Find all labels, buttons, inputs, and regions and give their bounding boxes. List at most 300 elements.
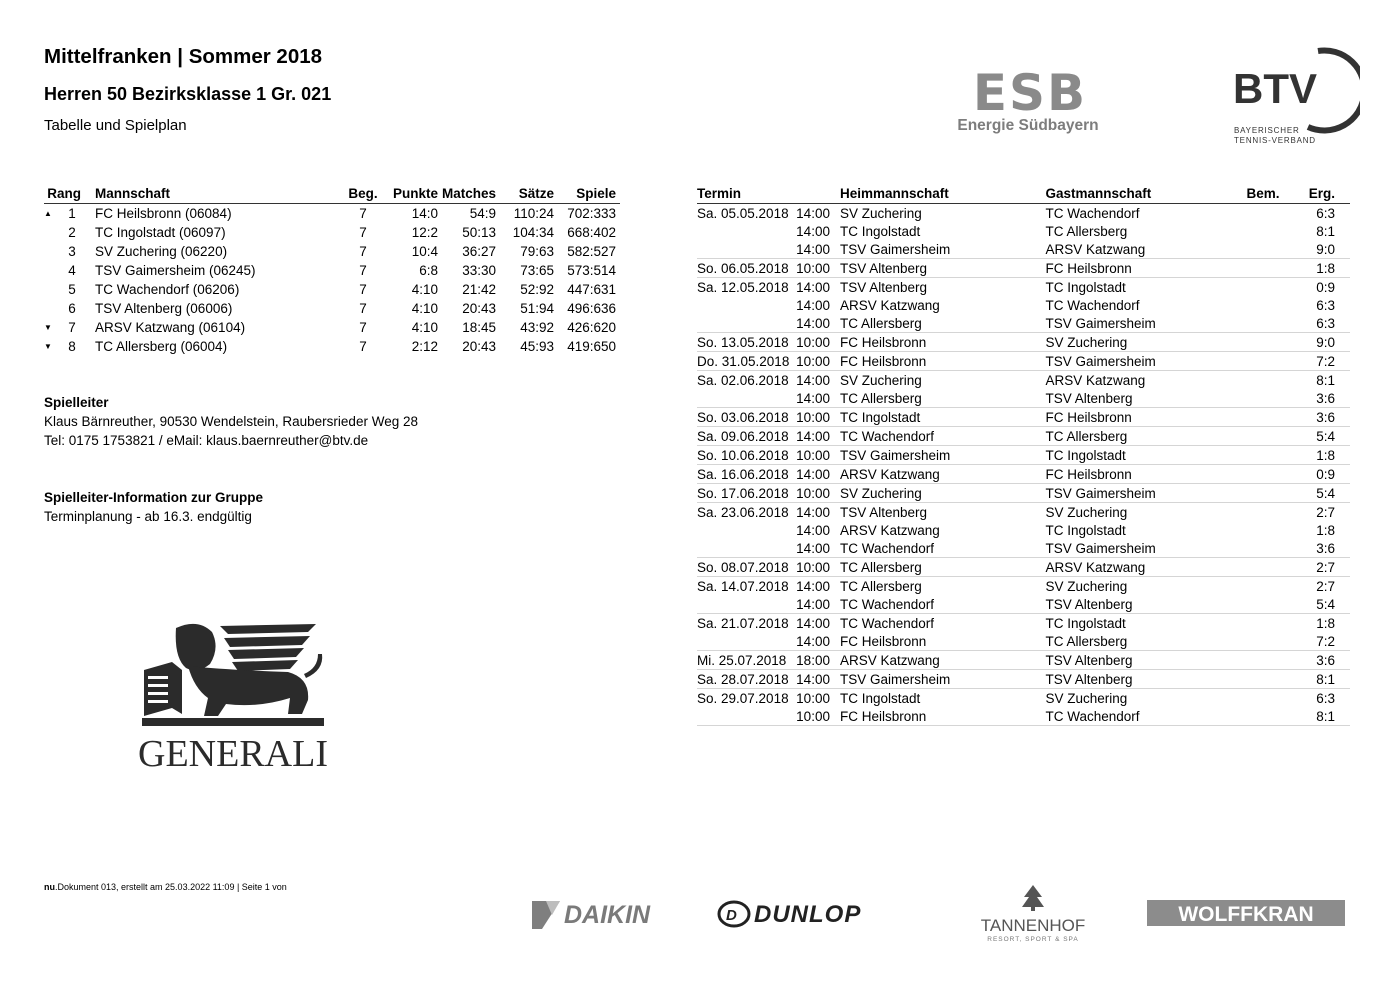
remark-cell [1231, 632, 1279, 651]
table-row [697, 240, 1350, 259]
table-row [697, 707, 1350, 726]
result-cell: 5:4 [1316, 596, 1335, 612]
relegation-arrow-icon: ▼ [44, 342, 52, 351]
games-cell: 702:333 [567, 206, 616, 221]
rank-cell: 5 [68, 282, 76, 297]
match-date-cell: Sa. 02.06.2018 [697, 371, 796, 390]
footer-text: .Dokument 013, erstellt am 25.03.2022 11:09 | Seite 1 von [55, 882, 287, 892]
table-row [697, 427, 1350, 446]
matches-cell: 36:27 [462, 244, 496, 259]
table-row [697, 352, 1350, 371]
table-row [697, 614, 1350, 633]
matches-cell: 54:9 [469, 206, 496, 221]
home-team-cell: TC Allersberg [830, 577, 1046, 596]
table-row [697, 632, 1350, 651]
home-team-cell: TC Wachendorf [839, 596, 935, 612]
remark-cell [1231, 446, 1279, 465]
matches-cell: 18:45 [462, 320, 496, 335]
home-team-cell: TC Allersberg [839, 315, 922, 331]
dunlop-logo [716, 893, 926, 933]
result-cell: 1:8 [1280, 259, 1351, 278]
away-team-cell: TSV Altenberg [1045, 596, 1133, 612]
match-date-cell: Sa. 16.06.2018 [697, 465, 796, 484]
table-row [697, 577, 1350, 596]
result-cell: 9:0 [1316, 241, 1335, 257]
col-saetze: Sätze [496, 184, 554, 204]
result-cell: 7:2 [1280, 352, 1351, 371]
matches-cell: 20:43 [462, 339, 496, 354]
result-cell: 6:3 [1316, 297, 1335, 313]
match-date-cell: So. 29.07.2018 [697, 689, 796, 708]
sets-cell: 43:92 [520, 320, 554, 335]
home-team-cell: TSV Altenberg [830, 503, 1046, 522]
home-team-cell: FC Heilsbronn [830, 333, 1046, 352]
standings-header-row [44, 184, 620, 204]
match-date-cell: So. 10.06.2018 [697, 446, 796, 465]
match-time-cell: 10:00 [796, 447, 830, 463]
rank-cell: 7 [68, 320, 76, 335]
games-played-cell: 7 [359, 225, 367, 240]
match-time-cell: 10:00 [796, 334, 830, 350]
team-cell: TC Ingolstadt (06097) [95, 225, 226, 240]
match-time-cell: 14:00 [796, 241, 830, 257]
away-team-cell: SV Zuchering [1045, 333, 1231, 352]
remark-cell [1231, 371, 1279, 390]
match-date-cell: So. 17.06.2018 [697, 484, 796, 503]
remark-cell [1231, 707, 1279, 726]
result-cell: 9:0 [1280, 333, 1351, 352]
page-title: Mittelfranken | Sommer 2018 [44, 45, 323, 68]
remark-cell [1231, 614, 1279, 633]
esb-logo [950, 70, 1110, 140]
result-cell: 1:8 [1280, 446, 1351, 465]
footer-brand: nu [44, 882, 55, 892]
match-date-cell [697, 314, 796, 333]
home-team-cell: ARSV Katzwang [830, 651, 1046, 670]
match-date-cell [697, 539, 796, 558]
points-cell: 10:4 [411, 244, 438, 259]
dunlop-logo-word: DUNLOP [754, 901, 862, 928]
away-team-cell: TC Allersberg [1045, 427, 1231, 446]
rank-cell: 6 [68, 301, 76, 316]
rank-trend-cell [44, 261, 57, 280]
remark-cell [1231, 427, 1279, 446]
sets-cell: 52:92 [520, 282, 554, 297]
footer-note [44, 882, 287, 892]
result-cell: 2:7 [1280, 503, 1351, 522]
games-cell: 668:402 [567, 225, 616, 240]
match-date-cell: Mi. 25.07.2018 [697, 651, 796, 670]
table-row [44, 318, 620, 337]
home-team-cell: TC Ingolstadt [839, 223, 921, 239]
table-row [697, 465, 1350, 484]
league-subtitle: Herren 50 Bezirksklasse 1 Gr. 021 [44, 84, 332, 104]
result-cell: 3:6 [1316, 390, 1335, 406]
table-row [697, 651, 1350, 670]
result-cell: 1:8 [1280, 614, 1351, 633]
home-team-cell: TC Wachendorf [830, 427, 1046, 446]
btv-logo-word: BTV [1233, 65, 1317, 112]
match-time-cell: 14:00 [796, 223, 830, 239]
away-team-cell: TC Allersberg [1045, 223, 1128, 239]
team-cell: TC Allersberg (06004) [95, 339, 228, 354]
match-time-cell: 14:00 [796, 504, 830, 520]
match-date-cell: So. 03.06.2018 [697, 408, 796, 427]
away-team-cell: TSV Altenberg [1045, 390, 1133, 406]
points-cell: 4:10 [411, 282, 438, 297]
home-team-cell: TC Allersberg [839, 390, 922, 406]
match-date-cell: So. 08.07.2018 [697, 558, 796, 577]
remark-cell [1231, 558, 1279, 577]
home-team-cell: TSV Gaimersheim [830, 670, 1046, 689]
remark-cell [1231, 689, 1279, 708]
match-time-cell: 14:00 [796, 596, 830, 612]
table-row [697, 595, 1350, 614]
daikin-logo [530, 893, 690, 933]
home-team-cell: TC Wachendorf [830, 614, 1046, 633]
sets-cell: 73:65 [520, 263, 554, 278]
match-time-cell: 14:00 [796, 522, 830, 538]
generali-logo-word: GENERALI [138, 733, 328, 773]
col-erg: Erg. [1280, 184, 1351, 204]
tannenhof-logo [966, 883, 1101, 945]
table-row [697, 408, 1350, 427]
standings-table [44, 184, 620, 356]
away-team-cell: TSV Altenberg [1045, 651, 1231, 670]
match-time-cell: 14:00 [796, 205, 830, 221]
match-time-cell: 14:00 [796, 428, 830, 444]
daikin-logo-word: DAIKIN [564, 901, 651, 929]
remark-cell [1231, 314, 1279, 333]
home-team-cell: TSV Gaimersheim [839, 241, 951, 257]
away-team-cell: TC Allersberg [1045, 633, 1128, 649]
match-date-cell [697, 240, 796, 259]
matches-cell: 50:13 [462, 225, 496, 240]
result-cell: 3:6 [1316, 540, 1335, 556]
match-time-cell: 10:00 [796, 409, 830, 425]
sets-cell: 45:93 [520, 339, 554, 354]
away-team-cell: SV Zuchering [1045, 577, 1231, 596]
remark-cell [1231, 408, 1279, 427]
table-row [44, 223, 620, 242]
home-team-cell: TC Wachendorf [839, 540, 935, 556]
tannenhof-logo-word: TANNENHOF [980, 916, 1086, 935]
home-team-cell: ARSV Katzwang [839, 522, 940, 538]
games-cell: 573:514 [567, 263, 616, 278]
home-team-cell: SV Zuchering [839, 205, 922, 221]
away-team-cell: FC Heilsbronn [1045, 408, 1231, 427]
match-time-cell: 14:00 [796, 297, 830, 313]
match-date-cell [697, 296, 796, 314]
rank-cell: 2 [68, 225, 76, 240]
generali-logo [138, 618, 328, 773]
sets-cell: 110:24 [513, 206, 554, 221]
table-row [697, 222, 1350, 240]
home-team-cell: ARSV Katzwang [830, 465, 1046, 484]
table-row [44, 299, 620, 318]
away-team-cell: TSV Gaimersheim [1045, 352, 1231, 371]
home-team-cell: FC Heilsbronn [839, 633, 927, 649]
away-team-cell: TSV Gaimersheim [1045, 484, 1231, 503]
match-time-cell: 14:00 [796, 372, 830, 388]
remark-cell [1231, 595, 1279, 614]
spielleiter-title: Spielleiter [44, 395, 109, 410]
esb-logo-word: ESB [972, 70, 1088, 122]
match-date-cell: Sa. 09.06.2018 [697, 427, 796, 446]
document-type: Tabelle und Spielplan [44, 117, 187, 134]
esb-logo-subtitle: Energie Südbayern [957, 117, 1099, 134]
points-cell: 2:12 [411, 339, 438, 354]
matches-cell: 21:42 [462, 282, 496, 297]
remark-cell [1231, 333, 1279, 352]
promotion-arrow-icon: ▲ [44, 209, 52, 218]
remark-cell [1231, 484, 1279, 503]
games-cell: 496:636 [567, 301, 616, 316]
table-row [697, 389, 1350, 408]
match-time-cell: 14:00 [796, 633, 830, 649]
col-termin: Termin [697, 184, 830, 204]
rank-trend-cell [44, 280, 57, 299]
away-team-cell: FC Heilsbronn [1045, 465, 1231, 484]
result-cell: 6:3 [1316, 205, 1335, 221]
home-team-cell: TC Ingolstadt [830, 689, 1046, 708]
home-team-cell: SV Zuchering [830, 371, 1046, 390]
result-cell: 6:3 [1280, 689, 1351, 708]
table-row [697, 670, 1350, 689]
home-team-cell: TC Allersberg [830, 558, 1046, 577]
games-cell: 419:650 [567, 339, 616, 354]
remark-cell [1231, 204, 1279, 223]
home-team-cell: ARSV Katzwang [839, 297, 940, 313]
table-row [697, 689, 1350, 708]
match-date-cell: Sa. 12.05.2018 [697, 278, 796, 297]
match-date-cell: So. 13.05.2018 [697, 333, 796, 352]
table-row [697, 558, 1350, 577]
result-cell: 6:3 [1316, 315, 1335, 331]
points-cell: 6:8 [419, 263, 438, 278]
games-played-cell: 7 [359, 301, 367, 316]
table-row [697, 296, 1350, 314]
away-team-cell: SV Zuchering [1045, 503, 1231, 522]
tannenhof-logo-subtitle: RESORT, SPORT & SPA [987, 936, 1079, 943]
col-rang: Rang [44, 184, 87, 204]
match-time-cell: 10:00 [796, 690, 830, 706]
result-cell: 1:8 [1316, 522, 1335, 538]
games-cell: 582:527 [567, 244, 616, 259]
table-row [44, 204, 620, 224]
away-team-cell: TC Ingolstadt [1045, 522, 1126, 538]
home-team-cell: TSV Gaimersheim [830, 446, 1046, 465]
group-info-title: Spielleiter-Information zur Gruppe [44, 490, 264, 505]
team-cell: FC Heilsbronn (06084) [95, 206, 232, 221]
btv-logo-line2: TENNIS-VERBAND [1234, 136, 1316, 145]
home-team-cell: TSV Altenberg [830, 278, 1046, 297]
result-cell: 0:9 [1280, 465, 1351, 484]
away-team-cell: ARSV Katzwang [1045, 558, 1231, 577]
match-date-cell [697, 389, 796, 408]
match-time-cell: 18:00 [796, 652, 830, 668]
col-mannschaft: Mannschaft [87, 184, 337, 204]
col-spiele: Spiele [554, 184, 620, 204]
col-punkte: Punkte [389, 184, 438, 204]
points-cell: 4:10 [411, 301, 438, 316]
table-row [697, 446, 1350, 465]
remark-cell [1231, 521, 1279, 539]
schedule-header-row [697, 184, 1350, 204]
home-team-cell: TC Ingolstadt [830, 408, 1046, 427]
away-team-cell: TC Ingolstadt [1045, 446, 1231, 465]
table-row [697, 333, 1350, 352]
match-date-cell: So. 06.05.2018 [697, 259, 796, 278]
games-played-cell: 7 [359, 320, 367, 335]
match-time-cell: 10:00 [796, 708, 830, 724]
result-cell: 3:6 [1280, 408, 1351, 427]
away-team-cell: TSV Gaimersheim [1045, 540, 1156, 556]
match-date-cell: Sa. 23.06.2018 [697, 503, 796, 522]
match-time-cell: 14:00 [796, 540, 830, 556]
team-cell: ARSV Katzwang (06104) [95, 320, 246, 335]
home-team-cell: SV Zuchering [830, 484, 1046, 503]
games-cell: 447:631 [567, 282, 616, 297]
result-cell: 8:1 [1280, 670, 1351, 689]
table-row [697, 314, 1350, 333]
schedule-table [697, 184, 1350, 726]
match-time-cell: 14:00 [796, 390, 830, 406]
match-date-cell: Sa. 28.07.2018 [697, 670, 796, 689]
away-team-cell: TC Wachendorf [1045, 707, 1231, 726]
match-date-cell [697, 595, 796, 614]
remark-cell [1231, 259, 1279, 278]
match-date-cell: Sa. 14.07.2018 [697, 577, 796, 596]
spielleiter-contact: Tel: 0175 1753821 / eMail: klaus.baernreuther@btv.de [44, 433, 369, 448]
btv-logo [1230, 45, 1360, 145]
points-cell: 14:0 [411, 206, 438, 221]
match-time-cell: 14:00 [796, 279, 830, 295]
remark-cell [1231, 465, 1279, 484]
btv-logo-line1: BAYERISCHER [1234, 126, 1300, 135]
match-date-cell: Sa. 21.07.2018 [697, 614, 796, 633]
result-cell: 3:6 [1280, 651, 1351, 670]
match-date-cell [697, 632, 796, 651]
home-team-cell: FC Heilsbronn [830, 352, 1046, 371]
match-date-cell [697, 707, 796, 726]
rank-trend-cell [44, 242, 57, 261]
match-date-cell: Sa. 05.05.2018 [697, 205, 789, 221]
table-row [697, 539, 1350, 558]
result-cell: 8:1 [1280, 707, 1351, 726]
away-team-cell: TSV Altenberg [1045, 670, 1231, 689]
match-time-cell: 10:00 [796, 485, 830, 501]
match-time-cell: 10:00 [796, 353, 830, 369]
result-cell: 5:4 [1280, 484, 1351, 503]
remark-cell [1231, 503, 1279, 522]
result-cell: 5:4 [1280, 427, 1351, 446]
spielleiter-address: Klaus Bärnreuther, 90530 Wendelstein, Raubersrieder Weg 28 [44, 414, 418, 429]
remark-cell [1231, 389, 1279, 408]
rank-cell: 3 [68, 244, 76, 259]
wolffkran-logo [1147, 900, 1345, 926]
team-cell: TSV Altenberg (06006) [95, 301, 233, 316]
home-team-cell: TSV Altenberg [830, 259, 1046, 278]
match-time-cell: 14:00 [796, 578, 830, 594]
away-team-cell: SV Zuchering [1045, 689, 1231, 708]
table-row [697, 521, 1350, 539]
match-time-cell: 14:00 [796, 615, 830, 631]
table-row [697, 484, 1350, 503]
team-cell: TSV Gaimersheim (06245) [95, 263, 256, 278]
remark-cell [1231, 240, 1279, 259]
points-cell: 4:10 [411, 320, 438, 335]
table-row [697, 204, 1350, 223]
relegation-arrow-icon: ▼ [44, 323, 52, 332]
rank-trend-cell [44, 299, 57, 318]
rank-cell: 8 [68, 339, 76, 354]
remark-cell [1231, 296, 1279, 314]
table-row [44, 242, 620, 261]
away-team-cell: ARSV Katzwang [1045, 371, 1231, 390]
table-row [44, 261, 620, 280]
away-team-cell: FC Heilsbronn [1045, 259, 1231, 278]
result-cell: 2:7 [1280, 577, 1351, 596]
rank-cell: 4 [68, 263, 76, 278]
points-cell: 12:2 [411, 225, 438, 240]
match-time-cell: 14:00 [796, 466, 830, 482]
col-matches: Matches [438, 184, 496, 204]
table-row [697, 259, 1350, 278]
rank-trend-cell [44, 223, 57, 242]
sets-cell: 79:63 [520, 244, 554, 259]
table-row [44, 280, 620, 299]
result-cell: 7:2 [1316, 633, 1335, 649]
remark-cell [1231, 670, 1279, 689]
remark-cell [1231, 278, 1279, 297]
games-cell: 426:620 [567, 320, 616, 335]
result-cell: 2:7 [1280, 558, 1351, 577]
result-cell: 0:9 [1280, 278, 1351, 297]
games-played-cell: 7 [359, 263, 367, 278]
games-played-cell: 7 [359, 339, 367, 354]
match-date-cell [697, 222, 796, 240]
table-row [697, 503, 1350, 522]
team-cell: TC Wachendorf (06206) [95, 282, 240, 297]
match-time-cell: 14:00 [796, 315, 830, 331]
away-team-cell: ARSV Katzwang [1045, 241, 1146, 257]
games-played-cell: 7 [359, 206, 367, 221]
match-time-cell: 14:00 [796, 671, 830, 687]
remark-cell [1231, 352, 1279, 371]
sets-cell: 104:34 [512, 225, 554, 240]
remark-cell [1231, 222, 1279, 240]
group-info-text: Terminplanung - ab 16.3. endgültig [44, 509, 252, 524]
remark-cell [1231, 577, 1279, 596]
sets-cell: 51:94 [520, 301, 554, 316]
games-played-cell: 7 [359, 282, 367, 297]
games-played-cell: 7 [359, 244, 367, 259]
matches-cell: 33:30 [462, 263, 496, 278]
remark-cell [1231, 651, 1279, 670]
away-team-cell: TC Ingolstadt [1045, 278, 1231, 297]
match-date-cell: Do. 31.05.2018 [697, 352, 796, 371]
table-row [697, 278, 1350, 297]
away-team-cell: TC Ingolstadt [1045, 614, 1231, 633]
team-cell: SV Zuchering (06220) [95, 244, 228, 259]
match-time-cell: 10:00 [796, 260, 830, 276]
table-row [44, 337, 620, 356]
remark-cell [1231, 539, 1279, 558]
match-time-cell: 10:00 [796, 559, 830, 575]
matches-cell: 20:43 [462, 301, 496, 316]
svg-text:D: D [726, 907, 737, 924]
